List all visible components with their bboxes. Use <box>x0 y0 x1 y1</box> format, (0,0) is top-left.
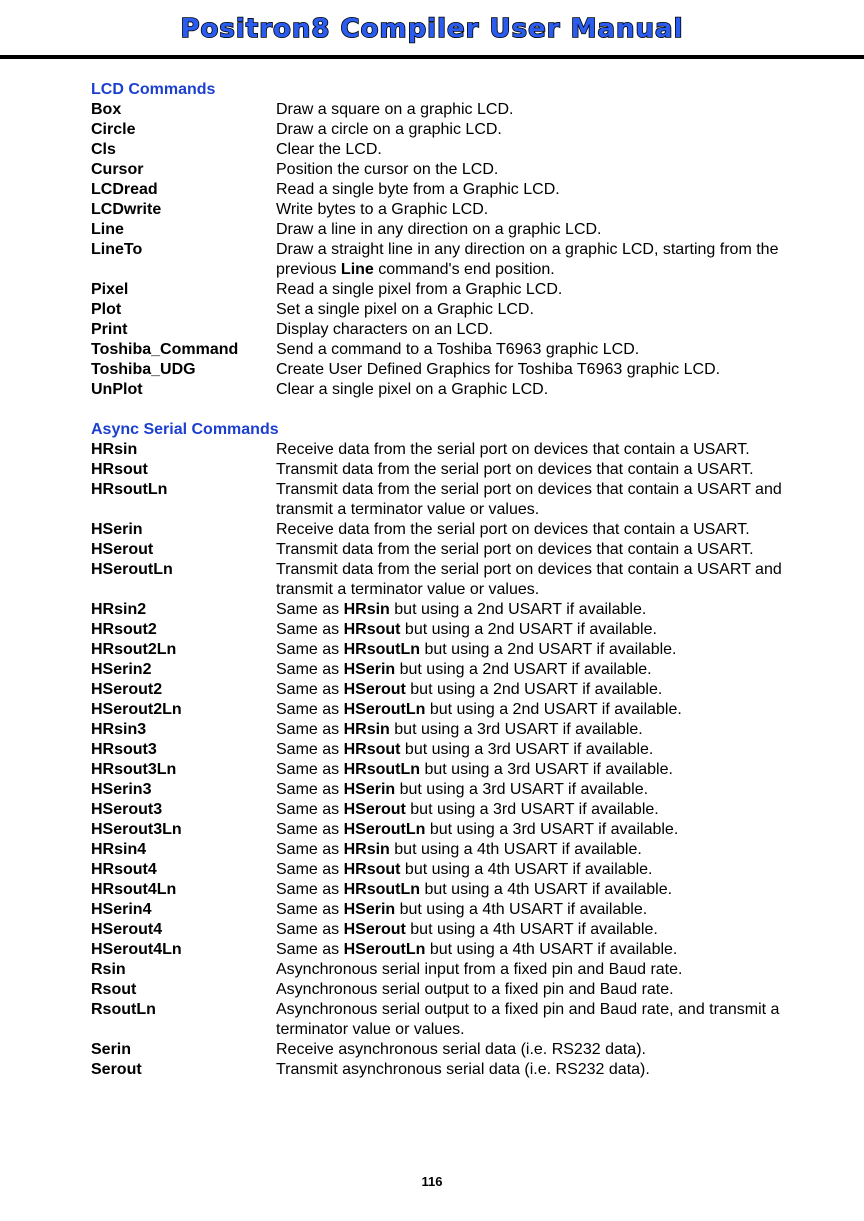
command-name: HSerout3Ln <box>91 821 182 838</box>
command-name: Serout <box>91 1061 142 1078</box>
command-description <box>276 160 831 180</box>
description-text: Read a single byte from a Graphic LCD. <box>276 181 560 198</box>
command-name: RsoutLn <box>91 1001 156 1018</box>
section-heading: LCD Commands <box>91 81 216 98</box>
command-row <box>91 440 831 460</box>
description-text: Same as <box>276 801 344 818</box>
command-row <box>91 760 831 780</box>
command-row <box>91 1060 831 1080</box>
command-name: HRsin3 <box>91 721 147 738</box>
command-description <box>276 480 831 520</box>
command-description <box>276 720 831 740</box>
description-text: Same as <box>276 861 344 878</box>
command-row <box>91 800 831 820</box>
command-row <box>91 200 831 220</box>
command-row <box>91 820 831 840</box>
description-text: Same as <box>276 701 344 718</box>
command-name: HSerout2 <box>91 681 163 698</box>
description-text: Same as <box>276 681 344 698</box>
description-text: Position the cursor on the LCD. <box>276 161 499 178</box>
command-reference: HSeroutLn <box>343 701 426 718</box>
command-name: Rsout <box>91 981 137 998</box>
description-text: but using a 2nd USART if available. <box>420 641 677 658</box>
description-text: but using a 3rd USART if available. <box>395 781 649 798</box>
description-text: Receive data from the serial port on devices that contain a USART. <box>276 521 750 538</box>
description-text: command's end position. <box>373 261 555 278</box>
command-description <box>276 240 831 280</box>
command-description <box>276 340 831 360</box>
command-name: HRsout <box>91 461 148 478</box>
command-description <box>276 460 831 480</box>
command-name: Serin <box>91 1041 132 1058</box>
command-row <box>91 480 831 520</box>
command-description <box>276 680 831 700</box>
command-row <box>91 280 831 300</box>
command-reference: HRsin <box>343 721 390 738</box>
command-reference: HSerout <box>343 801 406 818</box>
description-text: Read a single pixel from a Graphic LCD. <box>276 281 563 298</box>
command-reference: HRsoutLn <box>343 641 421 658</box>
description-text: Same as <box>276 781 344 798</box>
page-number: 116 <box>421 1174 443 1189</box>
command-description <box>276 620 831 640</box>
command-name: Box <box>91 101 122 118</box>
command-reference: HRsoutLn <box>343 881 421 898</box>
page-header <box>0 0 864 60</box>
command-name: Toshiba_Command <box>91 341 239 358</box>
command-name: HSerout3 <box>91 801 163 818</box>
description-text: Same as <box>276 741 344 758</box>
command-row <box>91 520 831 540</box>
command-reference: HSeroutLn <box>343 821 426 838</box>
command-description <box>276 820 831 840</box>
command-row <box>91 100 831 120</box>
command-row <box>91 780 831 800</box>
command-description <box>276 920 831 940</box>
description-text: Same as <box>276 661 344 678</box>
command-reference: HSerout <box>343 681 406 698</box>
command-name: HRsout4 <box>91 861 157 878</box>
command-row <box>91 680 831 700</box>
command-name: HRsout2Ln <box>91 641 177 658</box>
description-text: Same as <box>276 601 344 618</box>
command-name: UnPlot <box>91 381 143 398</box>
description-text: but using a 3rd USART if available. <box>425 821 679 838</box>
command-description <box>276 780 831 800</box>
description-text: Send a command to a Toshiba T6963 graphic LCD. <box>276 341 640 358</box>
command-reference: HSeroutLn <box>343 941 426 958</box>
command-row <box>91 1040 831 1060</box>
header-rule <box>0 55 864 59</box>
description-text: but using a 3rd USART if available. <box>389 721 643 738</box>
command-description <box>276 940 831 960</box>
description-text: Receive data from the serial port on devices that contain a USART. <box>276 441 750 458</box>
command-row <box>91 900 831 920</box>
command-name: HSerin3 <box>91 781 152 798</box>
command-description <box>276 1040 831 1060</box>
section-gap <box>91 400 831 420</box>
command-name: HSerout4Ln <box>91 941 182 958</box>
command-reference: HSerout <box>343 921 406 938</box>
command-row <box>91 940 831 960</box>
command-description <box>276 120 831 140</box>
command-description <box>276 800 831 820</box>
command-row <box>91 560 831 600</box>
description-text: but using a 3rd USART if available. <box>420 761 673 778</box>
command-reference: HSerin <box>343 781 396 798</box>
command-list <box>91 80 831 1080</box>
command-reference: HRsin <box>343 841 390 858</box>
command-reference: Line <box>340 261 374 278</box>
manual-title: Positron8 Compiler User Manual <box>180 14 684 44</box>
description-text: Same as <box>276 721 344 738</box>
command-name: LCDwrite <box>91 201 162 218</box>
command-name: Line <box>91 221 124 238</box>
command-description <box>276 520 831 540</box>
command-description <box>276 560 831 600</box>
command-row <box>91 700 831 720</box>
command-row <box>91 360 831 380</box>
command-name: HSerin4 <box>91 901 152 918</box>
command-description <box>276 540 831 560</box>
command-row <box>91 640 831 660</box>
description-text: but using a 2nd USART if available. <box>400 621 657 638</box>
description-text: Same as <box>276 941 344 958</box>
command-row <box>91 620 831 640</box>
command-name: Cls <box>91 141 116 158</box>
command-row <box>91 980 831 1000</box>
command-description <box>276 960 831 980</box>
command-reference: HSerin <box>343 901 396 918</box>
command-name: HSerin2 <box>91 661 152 678</box>
description-text: Create User Defined Graphics for Toshiba T6963 graphic LCD. <box>276 361 721 378</box>
description-text: but using a 3rd USART if available. <box>405 801 659 818</box>
description-text: Same as <box>276 621 344 638</box>
command-row <box>91 300 831 320</box>
description-text: but using a 2nd USART if available. <box>425 701 682 718</box>
command-name: Circle <box>91 121 136 138</box>
command-name: HRsoutLn <box>91 481 168 498</box>
description-text: Same as <box>276 881 344 898</box>
command-name: HSeroutLn <box>91 561 173 578</box>
description-text: but using a 2nd USART if available. <box>395 661 652 678</box>
description-text: Draw a circle on a graphic LCD. <box>276 121 502 138</box>
command-row <box>91 840 831 860</box>
command-description <box>276 360 831 380</box>
command-description <box>276 600 831 620</box>
description-text: but using a 4th USART if available. <box>395 901 648 918</box>
description-text: but using a 4th USART if available. <box>389 841 642 858</box>
command-name: HRsout4Ln <box>91 881 177 898</box>
command-description <box>276 700 831 720</box>
command-name: Plot <box>91 301 122 318</box>
description-text: Transmit data from the serial port on devices that contain a USART and transmit a terminator value or values. <box>276 481 782 518</box>
command-name: HRsin <box>91 441 138 458</box>
command-name: Cursor <box>91 161 144 178</box>
description-text: but using a 3rd USART if available. <box>400 741 654 758</box>
description-text: Same as <box>276 921 344 938</box>
description-text: Asynchronous serial output to a fixed pin and Baud rate. <box>276 981 674 998</box>
command-description <box>276 1000 831 1040</box>
command-name: HRsin4 <box>91 841 147 858</box>
description-text: Same as <box>276 901 344 918</box>
command-row <box>91 460 831 480</box>
description-text: but using a 2nd USART if available. <box>405 681 663 698</box>
command-description <box>276 980 831 1000</box>
description-text: Write bytes to a Graphic LCD. <box>276 201 489 218</box>
description-text: Draw a straight line in any direction on a graphic LCD, starting from the previous <box>276 241 779 278</box>
description-text: but using a 4th USART if available. <box>400 861 653 878</box>
command-name: HSerout <box>91 541 154 558</box>
description-text: Transmit data from the serial port on devices that contain a USART. <box>276 461 754 478</box>
description-text: Asynchronous serial output to a fixed pin and Baud rate, and transmit a terminator value or values. <box>276 1001 780 1038</box>
command-description <box>276 860 831 880</box>
command-description <box>276 380 831 400</box>
description-text: but using a 4th USART if available. <box>405 921 658 938</box>
description-text: Transmit data from the serial port on devices that contain a USART and transmit a terminator value or values. <box>276 561 782 598</box>
description-text: Same as <box>276 821 344 838</box>
command-description <box>276 640 831 660</box>
command-row <box>91 120 831 140</box>
section-heading: Async Serial Commands <box>91 421 279 438</box>
command-name: HRsout3Ln <box>91 761 177 778</box>
command-reference: HSerin <box>343 661 396 678</box>
description-text: Draw a square on a graphic LCD. <box>276 101 514 118</box>
command-row <box>91 600 831 620</box>
description-text: Same as <box>276 841 344 858</box>
command-name: HRsout3 <box>91 741 157 758</box>
command-name: LineTo <box>91 241 143 258</box>
command-row <box>91 320 831 340</box>
description-text: Asynchronous serial input from a fixed pin and Baud rate. <box>276 961 683 978</box>
command-description <box>276 660 831 680</box>
command-row <box>91 920 831 940</box>
command-row <box>91 860 831 880</box>
command-row <box>91 1000 831 1040</box>
command-reference: HRsin <box>343 601 390 618</box>
description-text: but using a 4th USART if available. <box>425 941 678 958</box>
command-name: HSerout4 <box>91 921 163 938</box>
command-description <box>276 200 831 220</box>
command-description <box>276 880 831 900</box>
command-name: HRsout2 <box>91 621 157 638</box>
description-text: but using a 2nd USART if available. <box>389 601 647 618</box>
command-description <box>276 320 831 340</box>
command-description <box>276 180 831 200</box>
description-text: Clear a single pixel on a Graphic LCD. <box>276 381 549 398</box>
description-text: but using a 4th USART if available. <box>420 881 673 898</box>
command-row <box>91 660 831 680</box>
command-row <box>91 740 831 760</box>
command-description <box>276 140 831 160</box>
description-text: Transmit asynchronous serial data (i.e. RS232 data). <box>276 1061 650 1078</box>
command-row <box>91 960 831 980</box>
description-text: Set a single pixel on a Graphic LCD. <box>276 301 534 318</box>
command-row <box>91 180 831 200</box>
description-text: Display characters on an LCD. <box>276 321 493 338</box>
command-name: Print <box>91 321 128 338</box>
command-reference: HRsoutLn <box>343 761 421 778</box>
description-text: Same as <box>276 761 344 778</box>
description-text: Clear the LCD. <box>276 141 382 158</box>
command-description <box>276 1060 831 1080</box>
command-description <box>276 760 831 780</box>
command-name: HSerout2Ln <box>91 701 182 718</box>
command-description <box>276 280 831 300</box>
description-text: Transmit data from the serial port on devices that contain a USART. <box>276 541 754 558</box>
command-description <box>276 840 831 860</box>
command-name: Toshiba_UDG <box>91 361 196 378</box>
description-text: Receive asynchronous serial data (i.e. RS232 data). <box>276 1041 646 1058</box>
command-name: Pixel <box>91 281 129 298</box>
command-name: HSerin <box>91 521 143 538</box>
description-text: Draw a line in any direction on a graphic LCD. <box>276 221 602 238</box>
command-description <box>276 300 831 320</box>
command-name: HRsin2 <box>91 601 147 618</box>
command-row <box>91 880 831 900</box>
command-description <box>276 220 831 240</box>
command-description <box>276 100 831 120</box>
command-name: LCDread <box>91 181 158 198</box>
command-row <box>91 540 831 560</box>
command-description <box>276 740 831 760</box>
command-row <box>91 340 831 360</box>
command-description <box>276 900 831 920</box>
command-name: Rsin <box>91 961 126 978</box>
command-row <box>91 240 831 280</box>
command-reference: HRsout <box>343 861 401 878</box>
description-text: Same as <box>276 641 344 658</box>
command-reference: HRsout <box>343 621 401 638</box>
command-description <box>276 440 831 460</box>
command-row <box>91 220 831 240</box>
command-row <box>91 380 831 400</box>
command-row <box>91 720 831 740</box>
command-row <box>91 140 831 160</box>
command-reference: HRsout <box>343 741 401 758</box>
command-row <box>91 160 831 180</box>
